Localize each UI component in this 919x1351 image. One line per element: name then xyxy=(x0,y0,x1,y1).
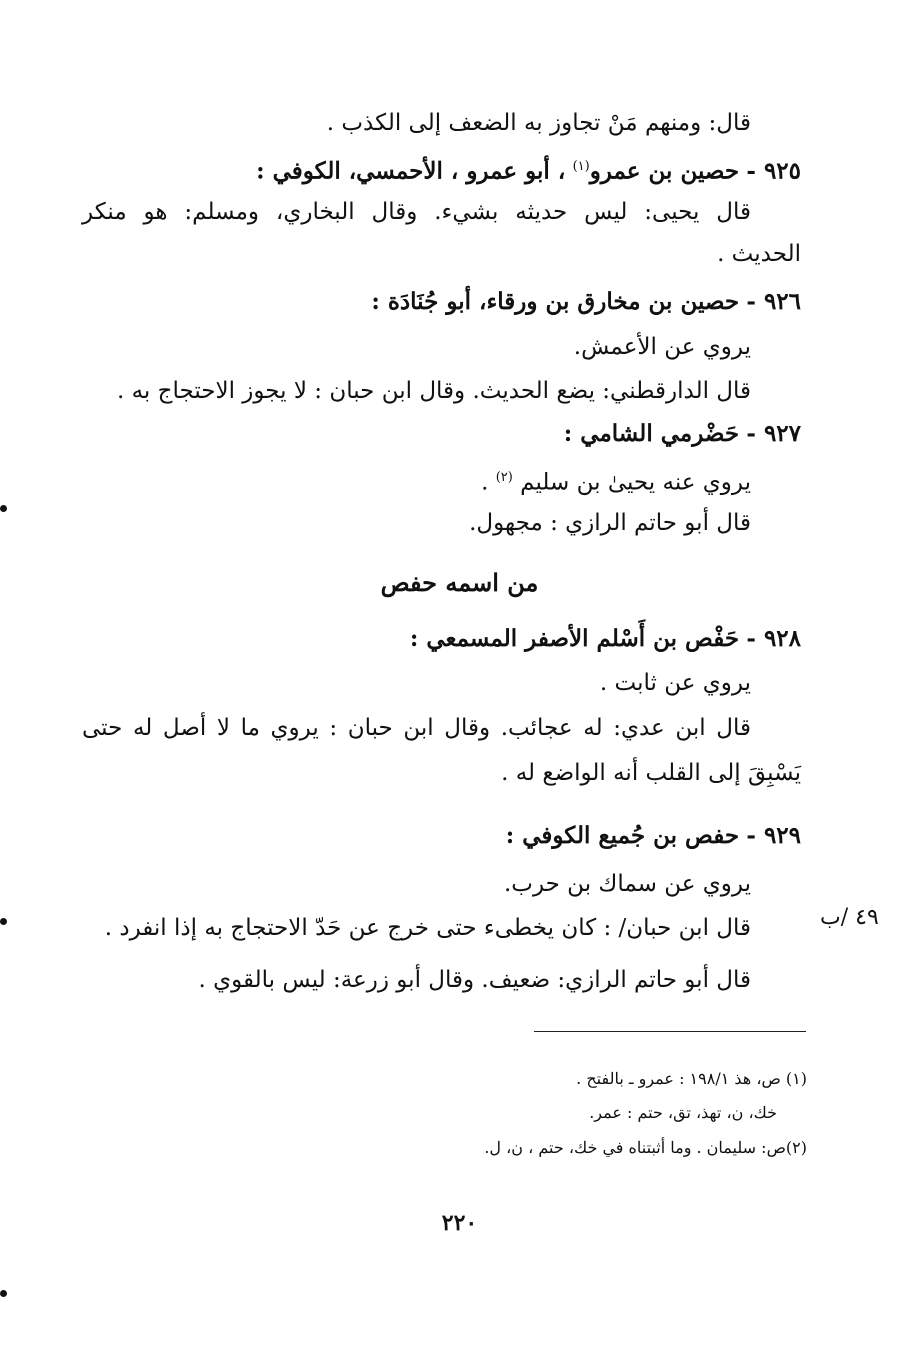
text-line: يروي عن الأعمش. xyxy=(573,334,751,360)
footnote-divider xyxy=(534,1031,806,1032)
text-line: قال أبو حاتم الرازي: ضعيف. وقال أبو زرعة: ليس بالقوي . xyxy=(198,967,751,993)
text-line: قال يحيى: ليس حديثه بشيء. وقال البخاري، ومسلم: هو منكر xyxy=(82,199,751,225)
text-line: يروي عن سماك بن حرب. xyxy=(504,871,751,897)
footnote-ref: (٢) xyxy=(495,470,513,485)
page-number: ٢٢٠ xyxy=(441,1210,478,1236)
entry-number: ٩٢٥ - xyxy=(746,157,801,185)
footnote-ref: (١) xyxy=(572,159,590,174)
entry-925-heading xyxy=(256,150,801,189)
margin-folio-note: ٤٩ /ب xyxy=(820,905,879,930)
entry-title-rest: ، أبو عمرو ، الأحمسي، الكوفي : xyxy=(256,157,566,185)
entry-title: حَضْرمي الشامي : xyxy=(563,420,740,447)
text-segment: . xyxy=(481,469,489,496)
text-segment: يروي عنه يحيىٰ بن سليم xyxy=(520,469,751,496)
section-heading: من اسمه حفص xyxy=(380,568,539,597)
text-line: قال: ومنهم مَنْ تجاوز به الضعف إلى الكذب . xyxy=(326,110,751,136)
text-line: قال أبو حاتم الرازي : مجهول. xyxy=(469,510,751,536)
entry-928-heading xyxy=(410,622,801,656)
entry-title: حَفْص بن أَسْلم الأصفر المسمعي : xyxy=(409,625,740,652)
entry-title: حفص بن جُميع الكوفي : xyxy=(505,822,740,849)
text-line: قال ابن عدي: له عجائب. وقال ابن حبان : يروي ما لا أصل له حتى xyxy=(82,715,751,741)
entry-title: حصين بن عمرو xyxy=(589,157,740,185)
entry-926-heading xyxy=(371,285,801,319)
text-line xyxy=(481,461,751,500)
entry-number: ٩٢٩ - xyxy=(746,822,801,849)
scan-mark xyxy=(0,918,7,925)
entry-number: ٩٢٨ - xyxy=(746,625,801,652)
text-line: يَسْبِقَ إلى القلب أنه الواضع له . xyxy=(501,760,801,786)
text-line: يروي عن ثابت . xyxy=(599,670,751,696)
text-line: الحديث . xyxy=(717,241,801,267)
entry-title: حصين بن مخارق بن ورقاء، أبو جُنَادَة : xyxy=(371,288,740,315)
entry-number: ٩٢٧ - xyxy=(746,420,801,447)
scan-mark xyxy=(0,505,7,512)
text-line: قال ابن حبان/ : كان يخطىء حتى خرج عن حَدّ الاحتجاج به إذا انفرد . xyxy=(104,915,751,941)
footnote: (٢)ص: سليمان . وما أثبتناه في خك، حتم ، ن، ل. xyxy=(484,1138,807,1157)
text-line: قال الدارقطني: يضع الحديث. وقال ابن حبان : لا يجوز الاحتجاج به . xyxy=(116,378,751,404)
footnote: (١) ص، هذ ١٩٨/١ : عمرو ـ بالفتح . xyxy=(576,1069,807,1088)
scan-mark xyxy=(0,1290,7,1297)
entry-929-heading xyxy=(506,819,801,853)
entry-number: ٩٢٦ - xyxy=(746,288,801,315)
footnote: خك، ن، تهذ، تق، حتم : عمر. xyxy=(589,1103,777,1122)
entry-927-heading xyxy=(564,417,801,451)
